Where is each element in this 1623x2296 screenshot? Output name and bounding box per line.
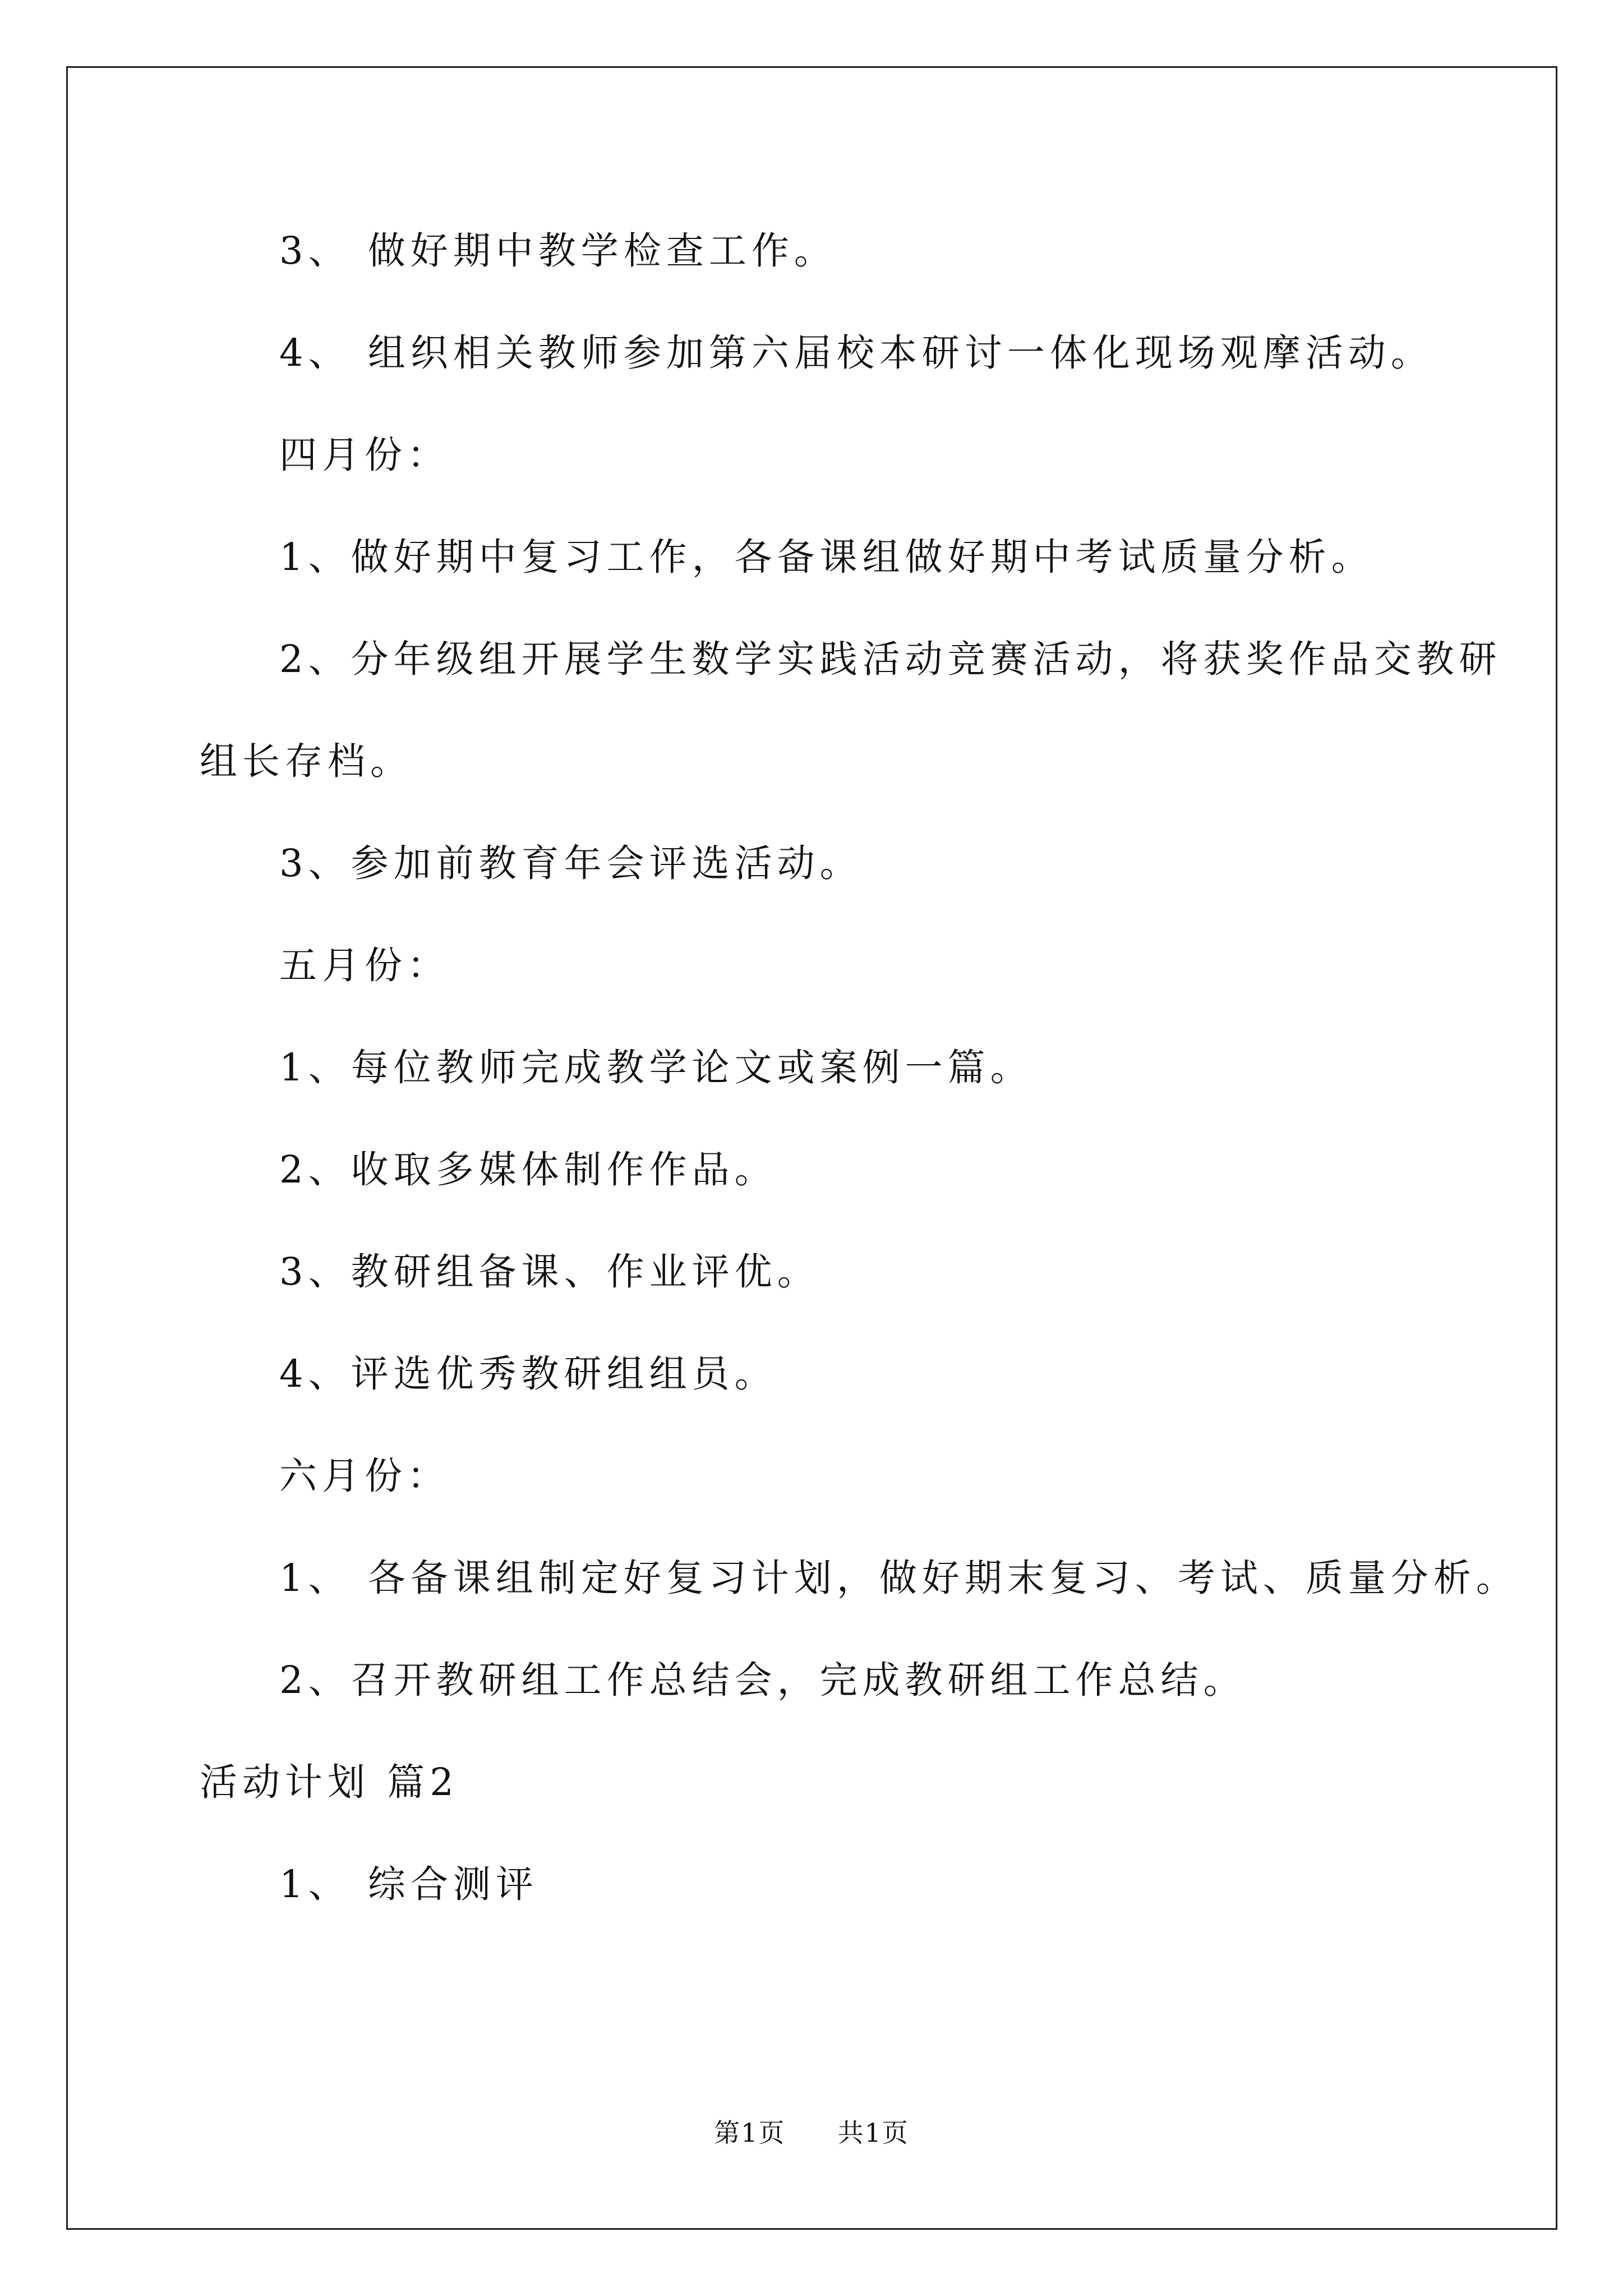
text-line: 3、 做好期中教学检查工作。 bbox=[279, 229, 837, 273]
section-heading: 六月份： bbox=[279, 1454, 450, 1498]
text-line: 1、 综合测评 bbox=[279, 1862, 538, 1906]
text-line: 组长存档。 bbox=[200, 739, 413, 783]
text-line: 4、评选优秀教研组组员。 bbox=[279, 1352, 777, 1396]
text-line: 1、 各备课组制定好复习计划，做好期末复习、考试、质量分析。 bbox=[279, 1556, 1519, 1600]
text-line: 2、收取多媒体制作作品。 bbox=[279, 1148, 777, 1191]
text-line: 4、 组织相关教师参加第六届校本研讨一体化现场观摩活动。 bbox=[279, 331, 1433, 375]
text-line: 1、做好期中复习工作，各备课组做好期中考试质量分析。 bbox=[279, 535, 1374, 579]
text-line: 2、分年级组开展学生数学实践活动竞赛活动，将获奖作品交教研 bbox=[279, 637, 1502, 681]
text-line: 2、召开教研组工作总结会，完成教研组工作总结。 bbox=[279, 1658, 1246, 1702]
section-heading: 四月份： bbox=[279, 433, 450, 477]
page-footer bbox=[0, 2116, 1623, 2150]
subtitle-heading: 活动计划 篇2 bbox=[200, 1760, 459, 1804]
page-total: 共1页 bbox=[837, 2118, 909, 2148]
text-line: 1、每位教师完成教学论文或案例一篇。 bbox=[279, 1046, 1033, 1089]
text-line: 3、教研组备课、作业评优。 bbox=[279, 1250, 820, 1294]
text-line: 3、参加前教育年会评选活动。 bbox=[279, 841, 863, 885]
page-number: 第1页 bbox=[714, 2118, 786, 2148]
section-heading: 五月份： bbox=[279, 944, 450, 987]
